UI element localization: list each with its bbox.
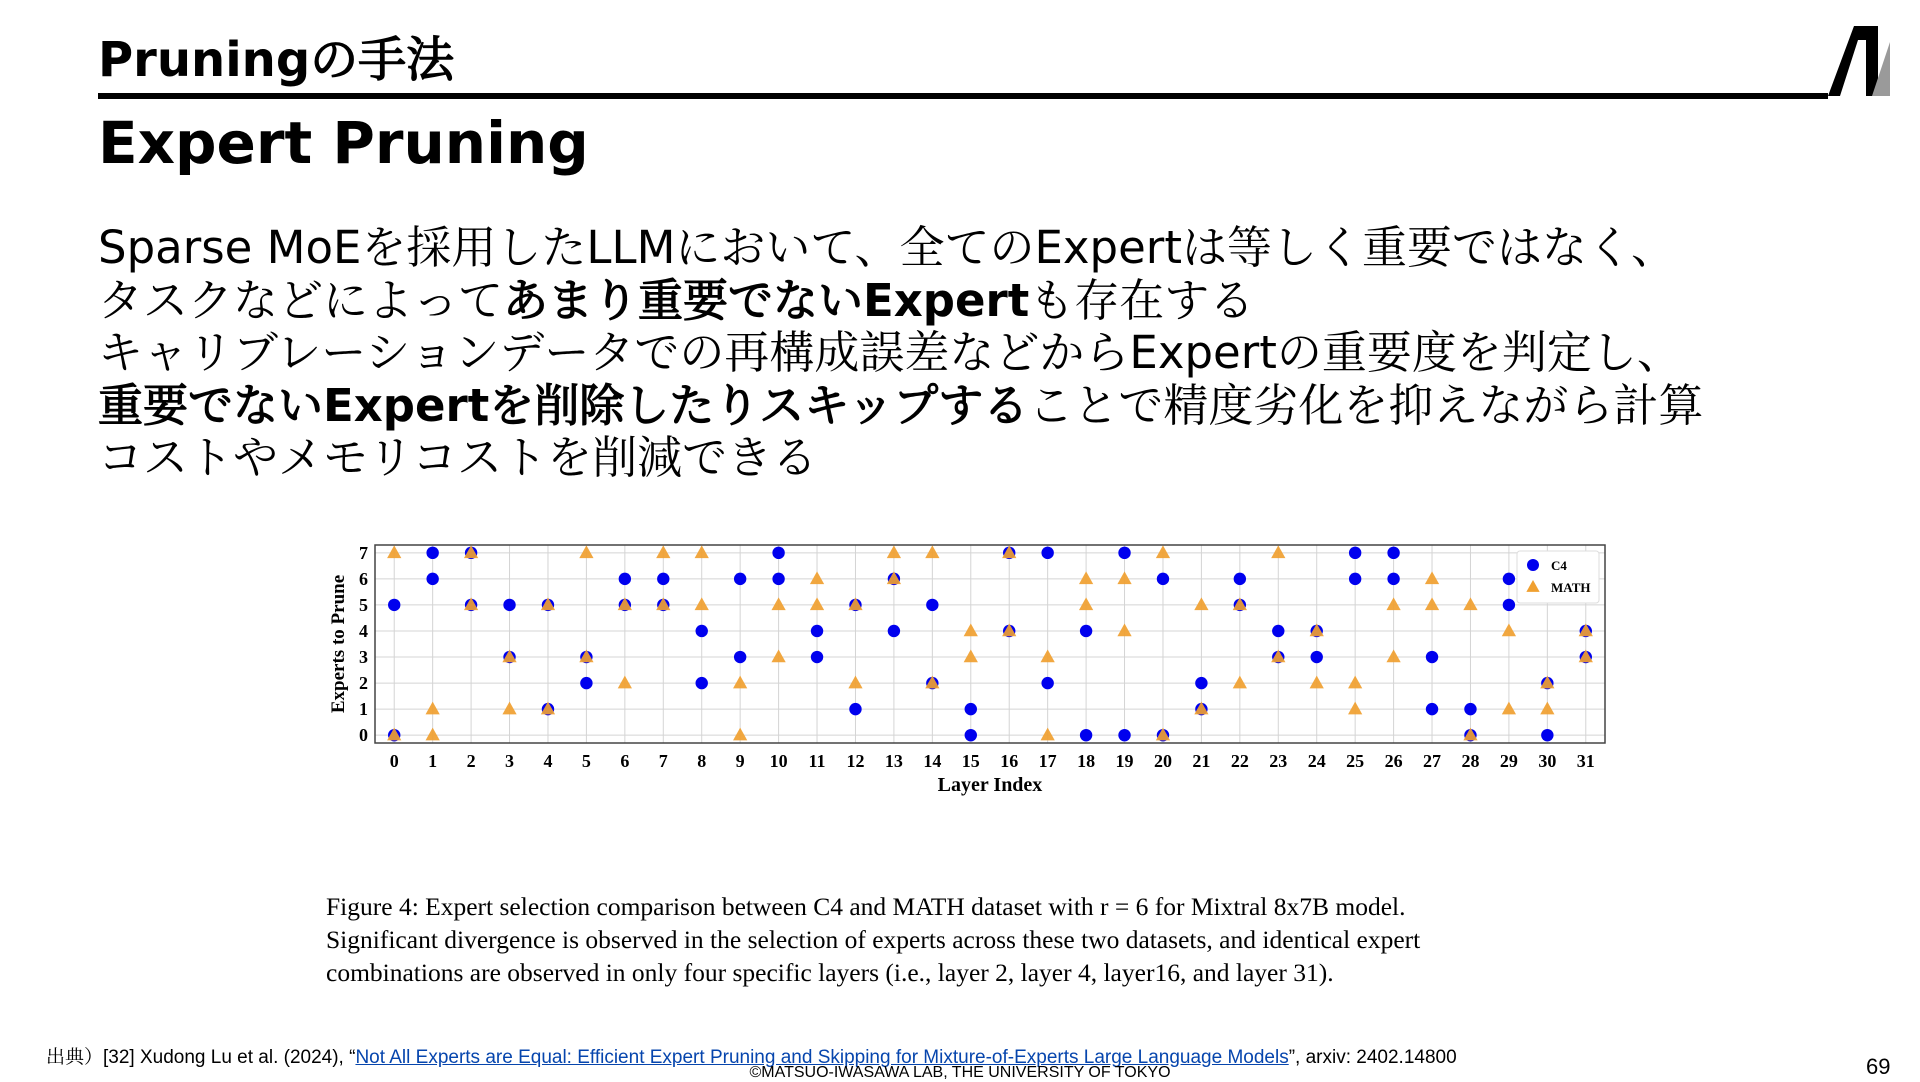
body-line (98, 275, 1878, 328)
math-point (887, 545, 901, 558)
c4-point (1118, 729, 1130, 741)
y-tick-label: 3 (359, 647, 368, 668)
c4-point (1272, 625, 1284, 637)
y-axis-label: Experts to Prune (328, 574, 349, 714)
x-tick-label: 21 (1192, 751, 1211, 771)
c4-point (1503, 599, 1515, 611)
slide-title: Expert Pruning (98, 109, 589, 177)
y-tick-label: 4 (359, 620, 368, 641)
lab-logo-icon (1828, 26, 1890, 96)
legend-label: MATH (1551, 580, 1591, 595)
x-tick-label: 3 (505, 751, 515, 771)
x-tick-label: 11 (808, 751, 826, 771)
x-tick-label: 8 (697, 751, 707, 771)
x-tick-label: 17 (1038, 751, 1057, 771)
c4-point (1157, 573, 1169, 585)
x-tick-label: 22 (1230, 751, 1249, 771)
c4-point (1311, 651, 1323, 663)
slide-section-title: Pruningの手法 (98, 32, 455, 88)
math-point (1425, 571, 1439, 584)
math-point (387, 545, 401, 558)
math-point (1041, 650, 1055, 663)
math-point (656, 545, 670, 558)
c4-point (1234, 573, 1246, 585)
x-tick-label: 31 (1576, 751, 1595, 771)
math-point (1041, 728, 1055, 741)
math-point (925, 545, 939, 558)
math-point (1502, 623, 1516, 636)
x-tick-label: 25 (1346, 751, 1365, 771)
citation-prefix: 出典）[32] Xudong Lu et al. (2024), “ (46, 1047, 356, 1068)
y-tick-label: 0 (359, 725, 368, 746)
x-tick-label: 2 (466, 751, 476, 771)
c4-point (1080, 625, 1092, 637)
math-point (1540, 702, 1554, 715)
x-tick-label: 5 (581, 751, 591, 771)
caption-line: Figure 4: Expert selection comparison between C4 and MATH dataset with r = 6 for Mixtral 8x7B model. (326, 892, 1406, 921)
x-tick-label: 27 (1423, 751, 1442, 771)
c4-point (926, 599, 938, 611)
c4-point (1041, 677, 1053, 689)
math-point (695, 545, 709, 558)
c4-point (426, 573, 438, 585)
c4-point (1349, 547, 1361, 559)
c4-point (1080, 729, 1092, 741)
c4-point (1387, 547, 1399, 559)
caption-line: Significant divergence is observed in the selection of experts across these two datasets, and identical expert (326, 925, 1421, 954)
math-point (1386, 650, 1400, 663)
math-point (1310, 676, 1324, 689)
expert-selection-scatter-chart (320, 540, 1620, 850)
math-point (1079, 597, 1093, 610)
math-point (810, 571, 824, 584)
c4-point (1118, 547, 1130, 559)
x-tick-label: 19 (1115, 751, 1134, 771)
math-point (1117, 623, 1131, 636)
math-point (1194, 597, 1208, 610)
c4-point (619, 573, 631, 585)
math-point (426, 728, 440, 741)
copyright: ©MATSUO-IWASAWA LAB, THE UNIVERSITY OF TOKYO (749, 1064, 1171, 1081)
math-point (964, 650, 978, 663)
math-point (848, 676, 862, 689)
c4-point (696, 677, 708, 689)
math-point (733, 728, 747, 741)
math-point (502, 702, 516, 715)
math-point (579, 545, 593, 558)
math-point (1233, 676, 1247, 689)
body-emphasis: 重要でないExpertを削除したりスキップする (98, 378, 1029, 432)
body-text: Sparse MoEを採用したLLMにおいて、全てのExpertは等しく重要ではなく、 (98, 221, 1677, 274)
x-tick-label: 1 (428, 751, 438, 771)
c4-point (696, 625, 708, 637)
c4-point (657, 573, 669, 585)
legend-label: C4 (1551, 558, 1567, 573)
c4-point (772, 573, 784, 585)
c4-point (1426, 703, 1438, 715)
y-tick-label: 6 (359, 568, 368, 589)
x-tick-label: 14 (923, 751, 942, 771)
body-text: ことで精度劣化を抑えながら計算 (1028, 378, 1704, 432)
body-text: タスクなどによって (98, 273, 504, 327)
body-line (98, 327, 1878, 380)
math-point (964, 623, 978, 636)
c4-point (1464, 703, 1476, 715)
math-point (771, 650, 785, 663)
x-tick-label: 10 (769, 751, 788, 771)
body-text: も存在する (1029, 273, 1255, 327)
x-tick-label: 30 (1538, 751, 1557, 771)
x-axis-label: Layer Index (937, 774, 1043, 796)
x-tick-label: 12 (846, 751, 865, 771)
c4-point (849, 703, 861, 715)
c4-point (734, 651, 746, 663)
x-tick-label: 28 (1461, 751, 1480, 771)
caption-line: combinations are observed in only four specific layers (i.e., layer 2, layer 4, layer16, and layer 31). (326, 958, 1334, 987)
c4-point (1041, 547, 1053, 559)
c4-point (1426, 651, 1438, 663)
c4-point (772, 547, 784, 559)
x-tick-label: 26 (1384, 751, 1403, 771)
math-point (1156, 545, 1170, 558)
paper-link[interactable]: Not All Experts are Equal: Efficient Expert Pruning and Skipping for Mixture-of-Experts Large Language Models (355, 1047, 1289, 1068)
math-point (1425, 597, 1439, 610)
citation-suffix: ”, arxiv: 2402.14800 (1288, 1047, 1457, 1068)
c4-point (888, 625, 900, 637)
math-point (771, 597, 785, 610)
page-number: 69 (1866, 1054, 1891, 1079)
math-point (695, 597, 709, 610)
chart-frame (375, 545, 1605, 743)
body-emphasis: あまり重要でないExpert (503, 273, 1030, 327)
c4-point (965, 729, 977, 741)
c4-point (811, 625, 823, 637)
x-tick-label: 29 (1499, 751, 1518, 771)
slide-body (98, 222, 1878, 485)
c4-point (1387, 573, 1399, 585)
legend-marker-c4 (1527, 559, 1539, 571)
c4-point (503, 599, 515, 611)
body-line (98, 222, 1878, 275)
x-tick-label: 23 (1269, 751, 1288, 771)
math-point (1348, 702, 1362, 715)
chart-legend (1517, 551, 1599, 603)
chart-grid (375, 545, 1605, 743)
c4-point (388, 599, 400, 611)
c4-point (580, 677, 592, 689)
math-point (618, 676, 632, 689)
x-tick-label: 20 (1153, 751, 1172, 771)
math-point (1079, 571, 1093, 584)
x-tick-label: 18 (1077, 751, 1096, 771)
c4-point (811, 651, 823, 663)
c4-point (1349, 573, 1361, 585)
math-point (1117, 571, 1131, 584)
x-tick-label: 15 (961, 751, 980, 771)
math-point (733, 676, 747, 689)
header-divider (98, 93, 1828, 99)
c4-point (734, 573, 746, 585)
body-text: キャリブレーションデータでの再構成誤差などからExpertの重要度を判定し、 (98, 326, 1682, 379)
c4-point (1541, 729, 1553, 741)
math-point (1463, 597, 1477, 610)
y-tick-label: 1 (359, 699, 368, 720)
chart-marks (387, 545, 1593, 741)
y-tick-label: 2 (359, 673, 368, 694)
c4-point (965, 703, 977, 715)
y-tick-label: 7 (359, 542, 368, 563)
body-line (98, 432, 1878, 485)
y-tick-labels (359, 543, 368, 745)
x-tick-label: 7 (658, 751, 668, 771)
math-point (810, 597, 824, 610)
x-tick-label: 24 (1307, 751, 1326, 771)
y-tick-label: 5 (359, 594, 368, 615)
x-tick-label: 0 (389, 751, 399, 771)
c4-point (426, 547, 438, 559)
math-point (1502, 702, 1516, 715)
x-tick-label: 6 (620, 751, 630, 771)
x-tick-label: 16 (1000, 751, 1019, 771)
x-tick-label: 9 (735, 751, 745, 771)
x-tick-labels (390, 751, 1595, 771)
c4-point (1503, 573, 1515, 585)
math-point (1348, 676, 1362, 689)
math-point (1386, 597, 1400, 610)
figure-caption (326, 890, 1596, 989)
math-point (426, 702, 440, 715)
body-line (98, 380, 1878, 433)
math-point (1271, 545, 1285, 558)
c4-point (1195, 677, 1207, 689)
body-text: コストやメモリコストを削減できる (98, 431, 818, 484)
x-tick-label: 13 (884, 751, 903, 771)
x-tick-label: 4 (543, 751, 553, 771)
